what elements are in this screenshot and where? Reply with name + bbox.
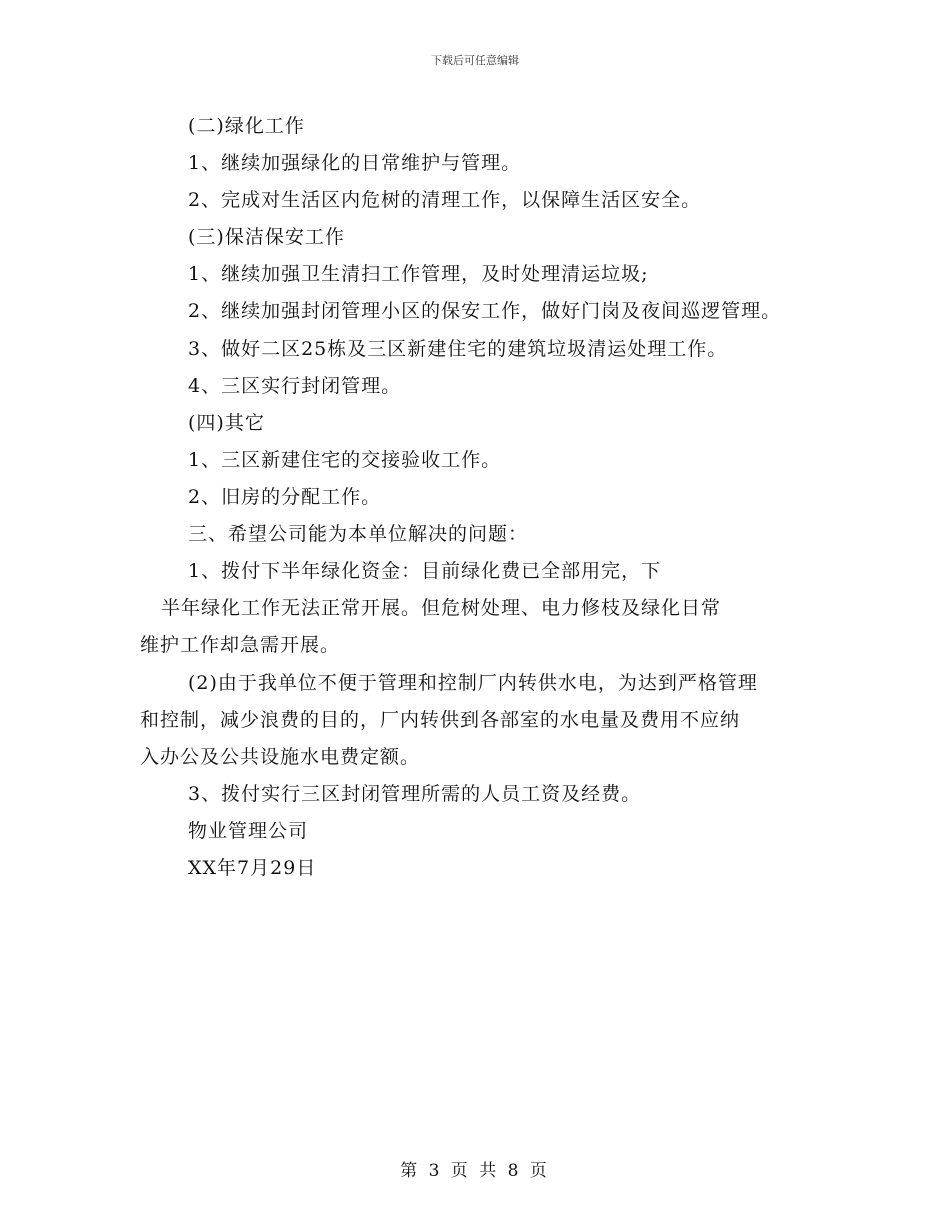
page-number-label: 第 3 页 共 8 页 xyxy=(400,1161,550,1181)
paragraph-line: 2、旧房的分配工作。 xyxy=(188,486,382,508)
paragraph-line: 4、三区实行封闭管理。 xyxy=(188,375,402,397)
signature-company: 物业管理公司 xyxy=(188,820,309,842)
paragraph-line: 1、继续加强绿化的日常维护与管理。 xyxy=(188,152,522,174)
section-heading-issues: 三、希望公司能为本单位解决的问题： xyxy=(188,523,529,545)
paragraph-line: 1、拨付下半年绿化资金：目前绿化费已全部用完，下 xyxy=(188,560,662,582)
page-header: 下载后可任意编辑 xyxy=(431,54,519,67)
paragraph-line: 2、继续加强封闭管理小区的保安工作，做好门岗及夜间巡逻管理。 xyxy=(188,300,782,322)
paragraph-line: 1、继续加强卫生清扫工作管理，及时处理清运垃圾; xyxy=(188,263,649,285)
section-heading-cleaning-security: (三)保洁保安工作 xyxy=(188,226,345,248)
paragraph-line: 1、三区新建住宅的交接验收工作。 xyxy=(188,449,502,471)
paragraph-line: 半年绿化工作无法正常开展。但危树处理、电力修枝及绿化日常 xyxy=(161,597,722,619)
paragraph-line: 维护工作却急需开展。 xyxy=(140,634,341,656)
paragraph-line: 3、拨付实行三区封闭管理所需的人员工资及经费。 xyxy=(188,783,642,805)
section-heading-other: (四)其它 xyxy=(188,412,265,434)
paragraph-line: (2)由于我单位不便于管理和控制厂内转供水电，为达到严格管理 xyxy=(188,672,758,694)
paragraph-line: 和控制，减少浪费的目的，厂内转供到各部室的水电量及费用不应纳 xyxy=(140,709,741,731)
page-footer xyxy=(0,1156,950,1181)
paragraph-line: 3、做好二区25栋及三区新建住宅的建筑垃圾清运处理工作。 xyxy=(188,338,728,360)
section-heading-greening: (二)绿化工作 xyxy=(188,115,305,137)
signature-date: XX年7月29日 xyxy=(188,857,317,879)
paragraph-line: 2、完成对生活区内危树的清理工作，以保障生活区安全。 xyxy=(188,189,702,211)
paragraph-line: 入办公及公共设施水电费定额。 xyxy=(140,746,421,768)
